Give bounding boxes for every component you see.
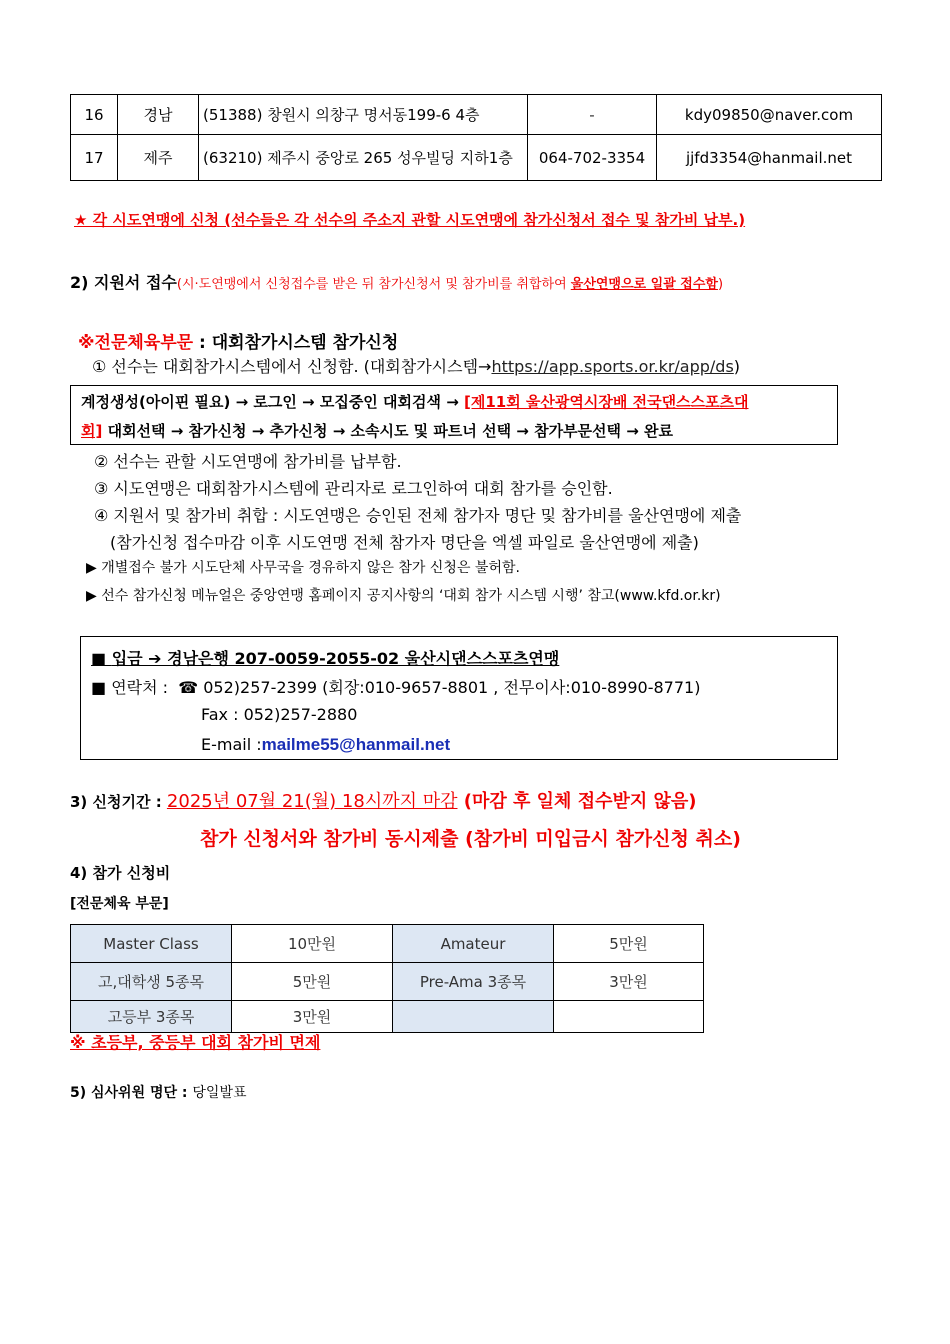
section-3-note: 참가 신청서와 참가비 동시제출 (참가비 미입금시 참가신청 취소) [200, 828, 741, 850]
step-2: ② 선수는 관할 시도연맹에 참가비를 납부함. [94, 452, 402, 471]
section-3: 3) 신청기간 : 2025년 07월 21(월) 18시까지 마감 (마감 후 일체 접수받지 않음) [70, 791, 697, 812]
step-4: ④ 지원서 및 참가비 취합 : 시도연맹은 승인된 전체 참가자 명단 및 참가비를 울산연맹에 제출 [94, 506, 742, 525]
phone-number: ☎ 052)257-2399 (회장:010-9657-8801 , 전무이사:010-8990-8771) [178, 678, 701, 697]
table-row: 고등부 3종목 3만원 [71, 1001, 704, 1033]
section-4-sub: [전문체육 부문] [70, 896, 169, 912]
section-2: 2) 지원서 접수(시·도연맹에서 신청접수를 받은 뒤 참가신청서 및 참가비를 취합하여 울산연맹으로 일괄 접수함) [70, 273, 724, 292]
row-phone: 064-702-3354 [528, 135, 657, 181]
event-name: [제11회 울산광역시장배 전국댄스스포츠대 [464, 393, 749, 411]
table-row [71, 95, 882, 135]
section-2-note-emph: 울산연맹으로 일괄 접수함 [570, 277, 718, 292]
row-region: 제주 [118, 135, 199, 181]
section-2-note: (시·도연맹에서 신청접수를 받은 뒤 참가신청서 및 참가비를 취합하여 [176, 277, 571, 292]
row-address: (51388) 창원시 의창구 명서동199-6 4층 [199, 95, 528, 135]
table-row: Master Class 10만원 Amateur 5만원 [71, 925, 704, 963]
row-no: 16 [71, 95, 118, 135]
payment-info-box [80, 636, 838, 760]
note-individual: ▶ 개별접수 불가 시도단체 사무국을 경유하지 않은 참가 신청은 불허함. [86, 560, 520, 576]
email-line: E-mail :mailme55@hanmail.net [201, 735, 451, 754]
fee-table [70, 924, 704, 1033]
system-link[interactable]: https://app.sports.or.kr/app/ds [491, 357, 734, 376]
email-link[interactable]: mailme55@hanmail.net [261, 735, 451, 754]
pro-mark: ※전문체육부문 [78, 333, 194, 353]
row-region: 경남 [118, 95, 199, 135]
note-manual: ▶ 선수 참가신청 메뉴얼은 중앙연맹 홈페이지 공지사항의 ‘대회 참가 시스템 시행’ 참고(www.kfd.or.kr) [86, 588, 721, 604]
pro-heading [78, 328, 398, 353]
row-phone: - [528, 95, 657, 135]
row-email: jjfd3354@hanmail.net [657, 135, 882, 181]
section-2-title: 2) 지원서 접수 [70, 273, 177, 292]
pro-title: : 대회참가시스템 참가신청 [193, 333, 399, 353]
registration-flow-box: 계정생성(아이핀 필요) → 로그인 → 모집중인 대회검색 → [제11회 울산광역시장배 전국댄스스포츠대 회] 대회선택 → 참가신청 → 추가신청 → 소속시도 및 파트너 선택 → 참가부문선택 → 완료 [70, 385, 838, 445]
step-4-detail: (참가신청 접수마감 이후 시도연맹 전체 참가자 명단을 엑셀 파일로 울산연맹에 제출) [110, 533, 699, 552]
deposit-account: ■ 입금 ➔ 경남은행 207-0059-2055-02 울산시댄스스포츠연맹 [91, 649, 560, 668]
contact-line: ■ 연락처 : ☎ 052)257-2399 (회장:010-9657-8801 , 전무이사:010-8990-8771) [91, 678, 701, 697]
notice-apply: ★ 각 시도연맹에 신청 (선수들은 각 선수의 주소지 관할 시도연맹에 참가신청서 접수 및 참가비 납부.) [74, 211, 746, 229]
step-3: ③ 시도연맹은 대회참가시스템에 관리자로 로그인하여 대회 참가를 승인함. [94, 479, 613, 498]
row-no: 17 [71, 135, 118, 181]
deadline: 2025년 07월 21(월) 18시까지 마감 [166, 791, 458, 812]
table-row: 고,대학생 5종목 5만원 Pre-Ama 3종목 3만원 [71, 963, 704, 1001]
section-4-title: 4) 참가 신청비 [70, 864, 171, 882]
fee-exemption: ※ 초등부, 중등부 대회 참가비 면제 [70, 1033, 321, 1052]
step-1: ① 선수는 대회참가시스템에서 신청함. (대회참가시스템→https://app.sports.or.kr/app/ds) [92, 357, 741, 376]
section-5: 5) 심사위원 명단 : 당일발표 [70, 1085, 247, 1101]
row-email: kdy09850@naver.com [657, 95, 882, 135]
federation-contact-table [70, 94, 882, 181]
fax-number: Fax : 052)257-2880 [201, 705, 358, 724]
row-address: (63210) 제주시 중앙로 265 성우빌딩 지하1층 [199, 135, 528, 181]
table-row [71, 135, 882, 181]
